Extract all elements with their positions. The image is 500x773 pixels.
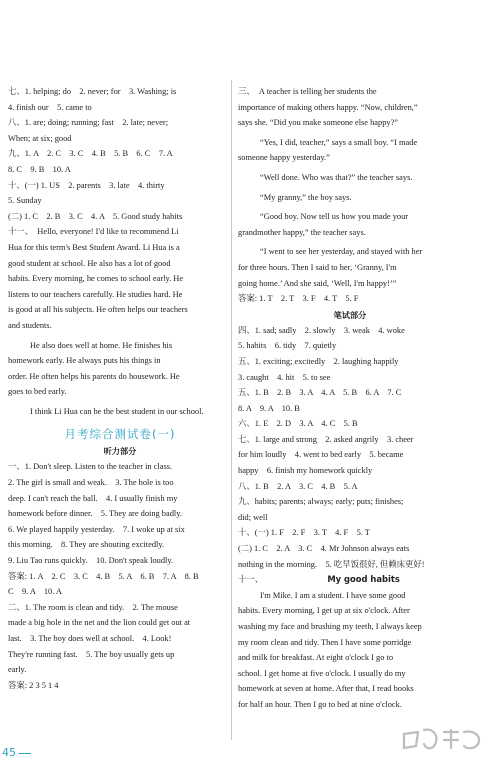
left-column [8,84,232,693]
story-answers: 答案: 1. T 2. T 3. F 4. T 5. F [238,294,359,304]
listening-line: last. 3. The boy does well at school. 4. Look! [8,634,172,643]
written-title: 笔试部分 [333,309,367,320]
answer-line: 八、1. are; doing; running; fast 2. late; never; [8,118,169,128]
answer-line: 八、1. B 2. A 3. C 4. B 5. A [238,481,358,491]
answer-line: 十、(一) 1. US 2. parents 3. late 4. thirty [8,180,165,190]
essay-line: good student at school. He also has a lot of good [8,258,171,268]
answer-line: happy 6. finish my homework quickly [238,466,373,476]
right-column [238,84,462,713]
answer-line: (二) 1. C 2. A 3. C 4. Mr Johnson always eats [238,544,410,554]
story-line: importance of making others happy. “Now, children,” [238,102,418,112]
page-number-rule [19,753,31,754]
watermark-logo [398,724,494,768]
page-number-value: 45 [2,746,16,759]
listening-line: 答案: 1. A 2. C 3. C 4. B 5. A 6. B 7. A 8. B [8,571,199,581]
essay-line: Hua for this term's Best Student Award. Li Hua is a [8,242,180,252]
essay-line: is good at all his subjects. He often helps our teachers [8,305,188,315]
essay-line: homework early. He always puts his things in [8,356,161,366]
listening-line: made a big hole in the net and the lion could get out at [8,618,191,628]
story-line: “Yes, I did, teacher,” says a small boy. “I made [260,137,418,147]
column-divider [231,80,232,740]
answer-line: 五、1. B 2. B 3. A 4. A 5. B 6. A 7. C [238,388,402,398]
essay-heading [238,572,462,588]
listening-line: 9. Liu Tao runs quickly. 10. Don't speak loudly. [8,556,174,566]
story-line: 三、 A teacher is telling her students the [238,87,377,96]
essay-line: order. He often helps his parents do housework. He [8,371,180,381]
essay-line: I think Li Hua can be the best student in our school. [30,406,204,416]
answer-line: (二) 1. C 2. B 3. C 4. A 5. Good study habits [8,211,183,221]
listening-line: this morning. 8. They are shouting excitedly. [8,540,165,550]
essay-label: 十一、 [238,575,264,585]
story-line: “Good boy. Now tell us how you made your [260,212,409,222]
essay-line: listens to our teachers carefully. He studies hard. He [8,289,183,299]
essay-line: school. I get home at five o'clock. I usually do my [238,668,406,678]
essay-line: and milk for breakfast. At eight o'clock I go to [238,653,394,663]
listening-line: 答案: 2 3 5 1 4 [8,680,59,690]
essay-title: My good habits [327,574,400,585]
answer-line: When; at six; good [8,133,72,143]
answer-line: 五、1. exciting; excitedly 2. laughing happily [238,356,399,366]
listening-line: 二、1. The room is clean and tidy. 2. The mouse [8,602,178,612]
essay-line: goes to bed early. [8,387,67,397]
answer-line: 九、1. A 2. C 3. C 4. B 5. B 6. C 7. A [8,149,173,159]
essay-line: for half an hour. Then I go to bed at nine o'clock. [238,699,402,709]
answer-line: 十、(一) 1. F 2. F 3. T 4. F 5. T [238,528,370,538]
watermark-icon [398,724,494,768]
answer-line: 5. Sunday [8,196,42,206]
listening-line: 6. We played happily yesterday. 7. I woke up at six [8,524,185,534]
essay-line: and students. [8,320,52,330]
page-number [2,746,31,759]
answer-line: nothing in the morning. 5. 吃早饭很好, 但赖床更好! [238,559,425,569]
listening-title: 听力部分 [103,446,137,457]
essay-line: habits. Every morning, I get up at six o'clock. After [238,606,410,616]
answer-line: 七、1. helping; do 2. never; for 3. Washing; is [8,87,177,96]
story-line: “My granny,” the boy says. [260,192,352,202]
story-line: for three hours. Then I said to her, ‘Granny, I'm [238,262,397,272]
answer-line: 四、1. sad; sadly 2. slowly 3. weak 4. woke [238,325,405,335]
answer-line: 3. caught 4. hit 5. to see [238,372,331,382]
essay-line: my room clean and tidy. Then I have some porridge [238,637,412,647]
answer-line: did; well [238,512,268,522]
listening-line: deep. I can't reach the ball. 4. I usually finish my [8,493,178,503]
listening-line: 2. The girl is small and weak. 3. The hole is too [8,478,174,488]
essay-line: 十一、 Hello, everyone! I'd like to recommend Li [8,227,179,237]
essay-line: I'm Mike. I am a student. I have some good [260,590,406,600]
answer-line: 4. finish our 5. came to [8,102,92,112]
answer-line: 七、1. large and strong 2. asked angrily 3. cheer [238,434,414,444]
story-line: “Well done. Who was that?” the teacher says. [260,172,413,182]
story-line: someone happy yesterday.” [238,153,330,163]
story-line: says she. “Did you make someone else happy?” [238,118,399,128]
answer-line: 5. habits 6. tidy 7. quietly [238,341,337,351]
answer-line: 8. A 9. A 10. B [238,403,300,413]
section-title: 月考综合测试卷(一) [64,427,176,442]
answer-line: 8. C 9. B 10. A [8,164,71,174]
answer-line: for him loudly 4. went to bed early 5. became [238,450,404,460]
listening-line: early. [8,665,27,675]
answer-line: 六、1. E 2. D 3. A 4. C 5. B [238,419,358,429]
listening-line: They're running fast. 5. The boy usually gets up [8,649,175,659]
story-line: going home.’ And she said, ‘Well, I'm happy!’” [238,278,397,288]
essay-line: habits. Every morning, he comes to school early. He [8,274,184,284]
story-line: “I went to see her yesterday, and stayed with her [260,247,423,257]
listening-line: 一、1. Don't sleep. Listen to the teacher in class. [8,462,173,472]
essay-line: He also does well at home. He finishes his [30,340,173,350]
story-line: grandmother happy,” the teacher says. [238,227,366,237]
answer-line: 九、habits; parents; always; early; puts; finishes; [238,497,404,507]
essay-line: washing my face and brushing my teeth, I always keep [238,622,422,631]
listening-line: C 9. A 10. A [8,587,62,597]
listening-line: homework before dinner. 5. They are doing badly. [8,509,182,519]
essay-line: homework at seven at home. After that, I read books [238,684,414,694]
